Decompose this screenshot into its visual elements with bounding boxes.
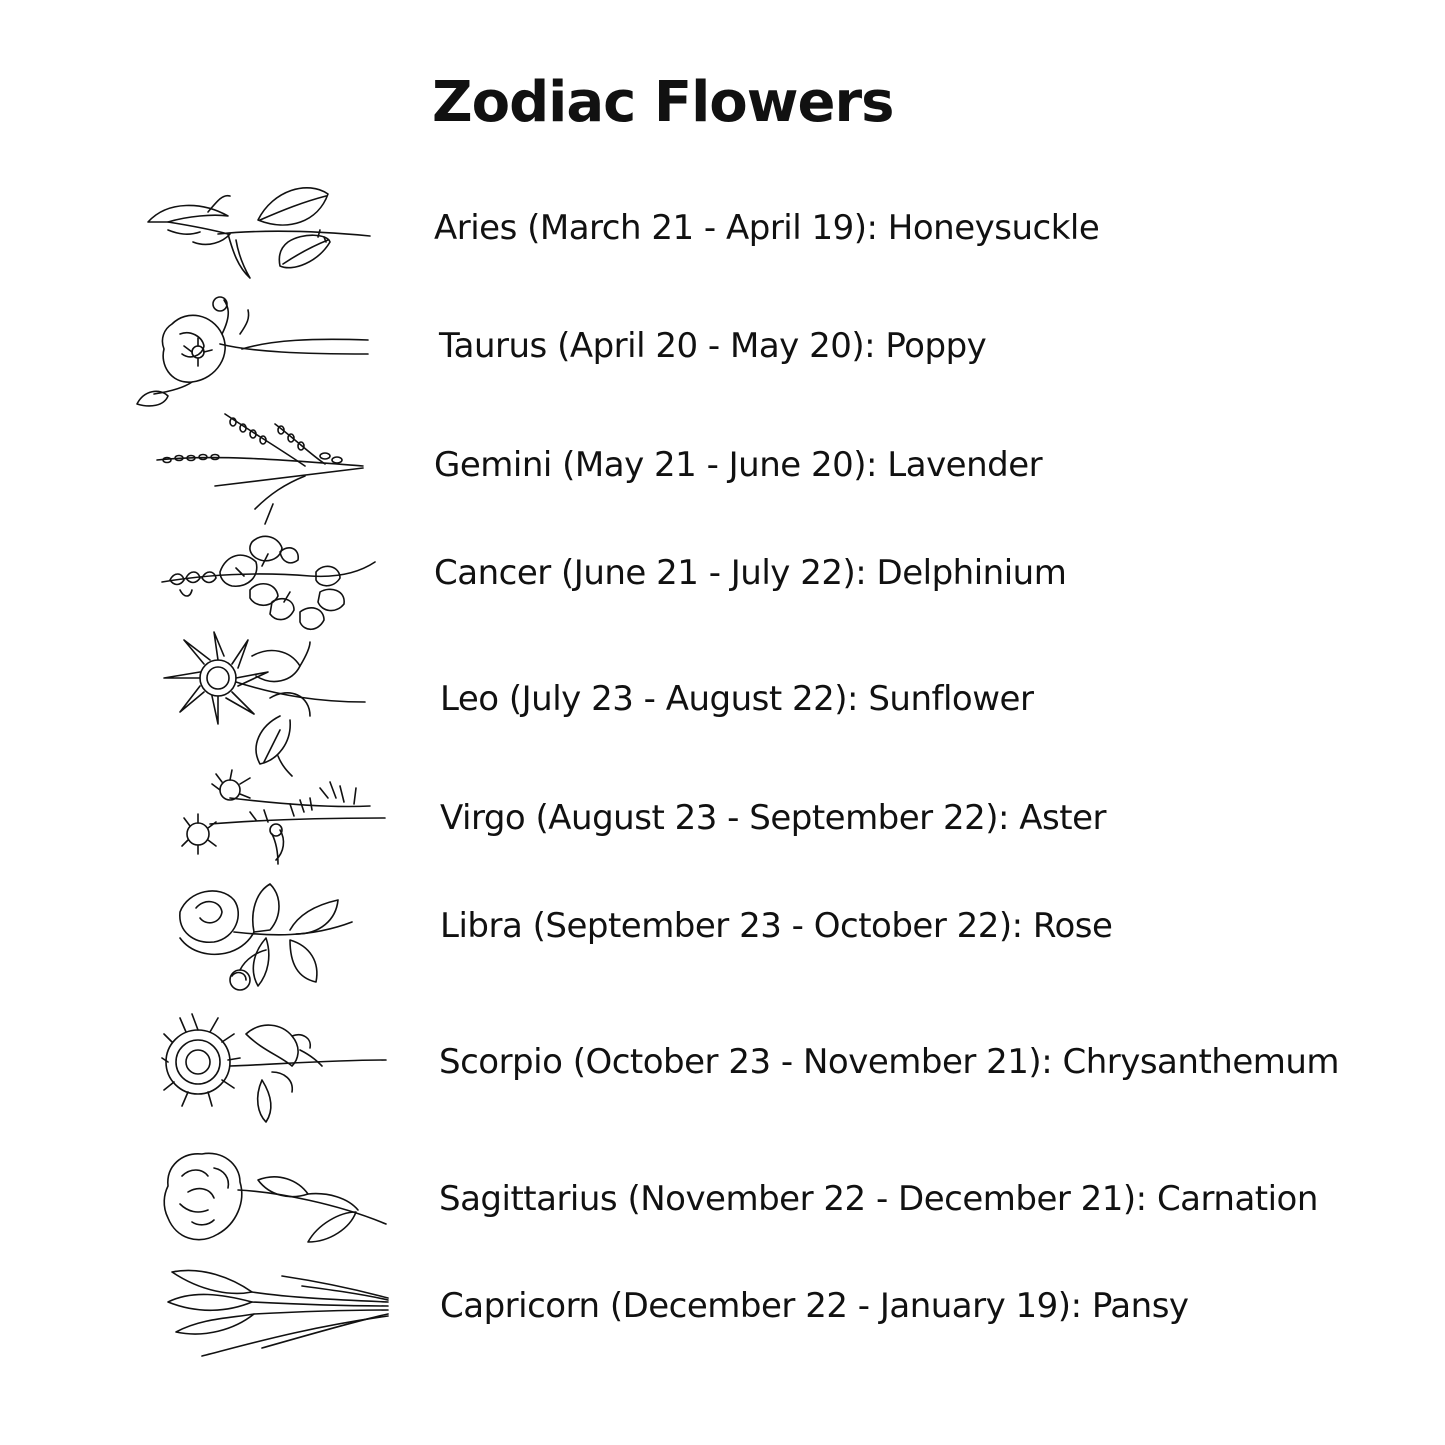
honeysuckle-icon bbox=[138, 182, 373, 282]
page-title: Zodiac Flowers bbox=[432, 70, 894, 135]
zodiac-entry-gemini: Gemini (May 21 - June 20): Lavender bbox=[434, 445, 1043, 485]
lavender-icon bbox=[155, 404, 370, 529]
zodiac-entry-leo: Leo (July 23 - August 22): Sunflower bbox=[440, 679, 1034, 719]
chrysanthemum-icon bbox=[162, 1010, 390, 1128]
zodiac-entry-virgo: Virgo (August 23 - September 22): Aster bbox=[440, 798, 1106, 838]
aster-icon bbox=[180, 768, 390, 872]
delphinium-icon bbox=[160, 532, 380, 636]
zodiac-entry-taurus: Taurus (April 20 - May 20): Poppy bbox=[439, 326, 987, 366]
zodiac-entry-aries: Aries (March 21 - April 19): Honeysuckle bbox=[434, 208, 1100, 248]
sunflower-icon bbox=[160, 626, 370, 778]
poppy-icon bbox=[132, 294, 372, 414]
pansy-icon bbox=[162, 1262, 390, 1362]
zodiac-entry-capricorn: Capricorn (December 22 - January 19): Pansy bbox=[440, 1286, 1189, 1326]
zodiac-entry-libra: Libra (September 23 - October 22): Rose bbox=[440, 906, 1113, 946]
carnation-icon bbox=[158, 1146, 390, 1254]
zodiac-entry-cancer: Cancer (June 21 - July 22): Delphinium bbox=[434, 553, 1067, 593]
rose-icon bbox=[170, 882, 360, 1002]
zodiac-entry-sagittarius: Sagittarius (November 22 - December 21): Carnation bbox=[439, 1179, 1318, 1219]
zodiac-entry-scorpio: Scorpio (October 23 - November 21): Chrysanthemum bbox=[439, 1042, 1340, 1082]
